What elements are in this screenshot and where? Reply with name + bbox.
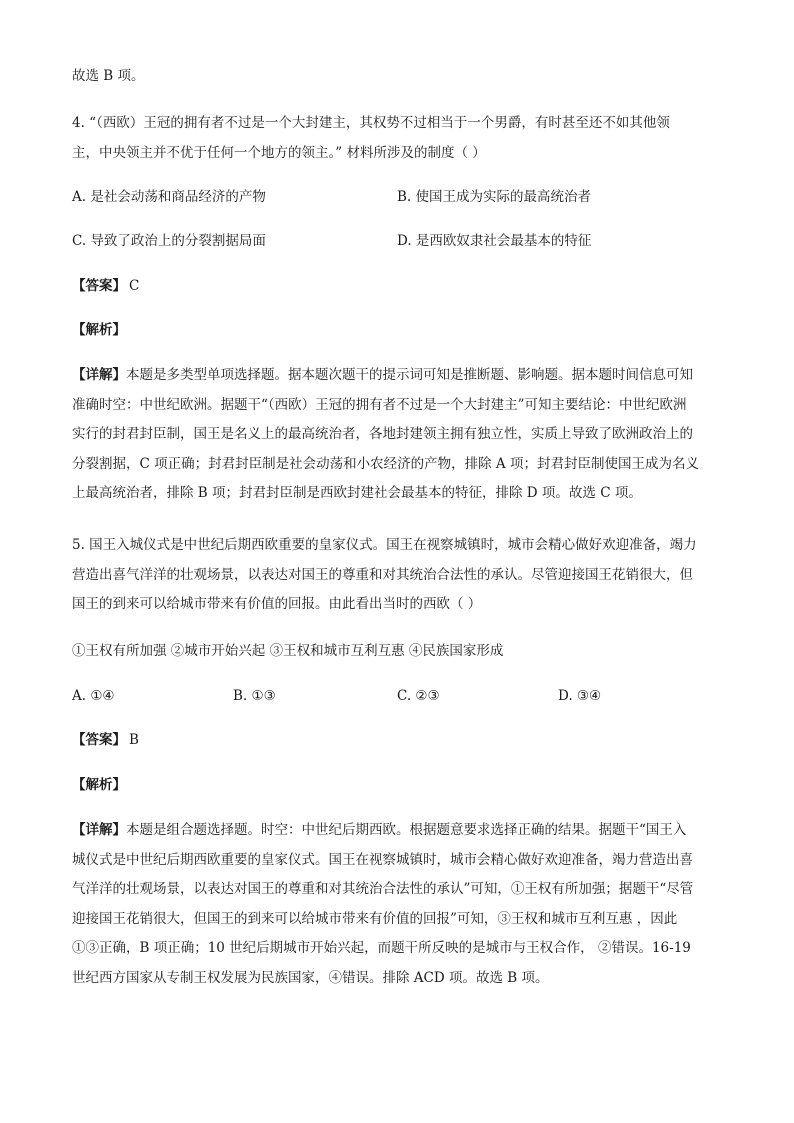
q5-option-a: A. ①④ <box>72 688 115 704</box>
q4-answer-tag: 【答案】 <box>72 278 126 294</box>
q4-stem-line-1: 4. “（西欧）王冠的拥有者不过是一个大封建主，其权势不过相当于一个男爵，有时甚至还不如其他领 <box>72 115 670 131</box>
q5-option-c: C. ②③ <box>397 688 440 704</box>
q5-stem-line-3: 国王的到来可以给城市带来有价值的回报。由此看出当时的西欧（ ） <box>72 596 482 612</box>
q5-answer-tag: 【答案】 <box>72 732 126 748</box>
q5-statements: ①王权有所加强 ②城市开始兴起 ③王权和城市互利互惠 ④民族国家形成 <box>72 643 504 659</box>
q4-detail-line-3: 实行的封君封臣制，国王是名义上的最高统治者，各地封建领主拥有独立性，实质上导致了欧洲政治上的 <box>72 426 693 442</box>
q5-detail-tag: 【详解】 <box>72 822 126 838</box>
q4-option-a: A. 是社会动荡和商品经济的产物 <box>72 189 266 205</box>
q4-detail <box>72 361 724 509</box>
q5-stem <box>72 531 724 620</box>
previous-conclusion: 故选 B 项。 <box>72 68 145 84</box>
q4-answer-value: C <box>129 278 140 294</box>
q5-answer-value: B <box>129 732 139 748</box>
q4-detail-line-1: 【详解】本题是多类型单项选择题。据本题次题干的提示词可知是推断题、影响题。据本题时间信息可知 <box>72 367 693 383</box>
q4-answer <box>72 276 139 296</box>
q4-detail-line-2: 准确时空：中世纪欧洲。据题干“（西欧）王冠的拥有者不过是一个大封建主”可知主要结论：中世纪欧洲 <box>72 396 687 413</box>
q4-detail-tag: 【详解】 <box>72 367 126 383</box>
q5-detail <box>72 816 724 993</box>
q4-detail-line-5: 上最高统治者，排除 B 项；封君封臣制是西欧封建社会最基本的特征，排除 D 项。故选 C 项。 <box>72 485 642 501</box>
q5-analysis-heading: 【解析】 <box>72 777 126 793</box>
q4-detail-line-4: 分裂割据，C 项正确；封君封臣制是社会动荡和小农经济的产物，排除 A 项；封君封臣制使国王成为名义 <box>72 455 699 472</box>
q4-analysis-heading: 【解析】 <box>72 322 126 338</box>
q5-detail-line-2: 城仪式是中世纪后期西欧重要的皇家仪式。国王在视察城镇时，城市会精心做好欢迎准备，竭力营造出喜 <box>72 851 693 868</box>
q4-stem-line-2: 主，中央领主并不优于任何一个地方的领主。” 材料所涉及的制度（ ） <box>72 145 486 161</box>
q5-detail-line-5: ①③正确，B 项正确；10 世纪后期城市开始兴起，而题干所反映的是城市与王权合作， ②错误。16-19 <box>72 940 691 956</box>
q5-detail-line-1: 【详解】本题是组合题选择题。时空：中世纪后期西欧。根据题意要求选择正确的结果。据题干“国王入 <box>72 822 687 838</box>
q4-option-b: B. 使国王成为实际的最高统治者 <box>397 189 592 205</box>
q4-option-d: D. 是西欧奴隶社会最基本的特征 <box>397 233 592 249</box>
q5-option-b: B. ①③ <box>233 688 276 704</box>
q5-detail-line-3: 气洋洋的壮观场景，以表达对国王的尊重和对其统治合法性的承认”可知，①王权有所加强；据题干“尽管 <box>72 881 694 897</box>
q5-answer <box>72 730 139 750</box>
q5-detail-line-4: 迎接国王花销很大，但国王的到来可以给城市带来有价值的回报”可知，③王权和城市互利互惠 ，因此 <box>72 910 678 927</box>
q5-detail-line-6: 世纪西方国家从专制王权发展为民族国家，④错误。排除 ACD 项。故选 B 项。 <box>72 969 549 986</box>
q4-option-c: C. 导致了政治上的分裂割据局面 <box>72 233 266 249</box>
q5-stem-line-2: 营造出喜气洋洋的壮观场景，以表达对国王的尊重和对其统治合法性的承认。尽管迎接国王花销很大，但 <box>72 566 693 583</box>
q5-stem-line-1: 5. 国王入城仪式是中世纪后期西欧重要的皇家仪式。国王在视察城镇时，城市会精心做好欢迎准备，竭力 <box>72 537 697 553</box>
q5-option-d: D. ③④ <box>558 688 602 704</box>
